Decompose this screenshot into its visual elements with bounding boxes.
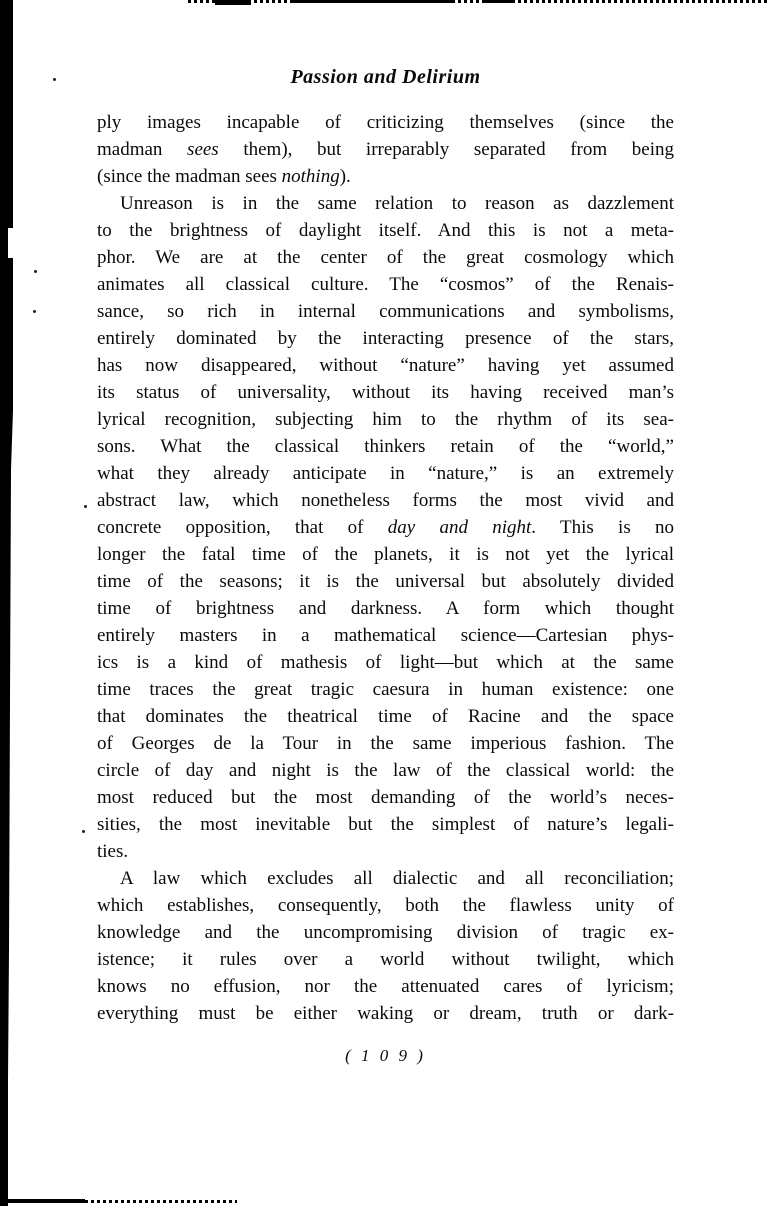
text-line xyxy=(97,757,674,784)
text-segment: madman xyxy=(97,139,188,160)
text-segment: its status of universality, without its having received man’s xyxy=(97,382,674,403)
text-line xyxy=(97,946,674,973)
text-segment: istence; it rules over a world without twilight, which xyxy=(97,949,674,970)
text-segment: them), but irreparably separated from being xyxy=(218,139,674,160)
scan-left-edge-notch xyxy=(8,228,14,258)
body-text xyxy=(97,109,674,1027)
scan-top-dashes xyxy=(188,0,770,3)
text-line xyxy=(97,406,674,433)
text-segment: Unreason is in the same relation to reason as dazzlement xyxy=(120,193,674,214)
text-line xyxy=(97,352,674,379)
text-line xyxy=(97,568,674,595)
text-segment: concrete opposition, that of xyxy=(97,517,388,538)
text-line xyxy=(97,865,674,892)
scan-bottom-solid-segment xyxy=(0,1199,85,1203)
text-segment: ply images incapable of criticizing themselves (since the xyxy=(97,112,674,133)
text-segment: most reduced but the most demanding of the world’s neces- xyxy=(97,787,674,808)
text-line xyxy=(97,649,674,676)
text-segment: ). xyxy=(339,166,351,187)
scan-noise-dot xyxy=(34,270,37,273)
text-line xyxy=(97,838,674,865)
text-segment: ties. xyxy=(97,841,129,862)
text-segment: sons. What the classical thinkers retain of the “world,” xyxy=(97,436,674,457)
text-line xyxy=(97,730,674,757)
text-line xyxy=(97,217,674,244)
text-line xyxy=(97,1000,674,1027)
text-line xyxy=(97,271,674,298)
text-segment: has now disappeared, without “nature” having yet assumed xyxy=(97,355,674,376)
text-segment: sities, the most inevitable but the simplest of nature’s legali- xyxy=(97,814,674,835)
text-line xyxy=(97,892,674,919)
text-line xyxy=(97,784,674,811)
italic-text-segment: day and night xyxy=(387,517,532,538)
text-segment: . This is no xyxy=(531,517,674,538)
text-line xyxy=(97,379,674,406)
italic-text-segment: nothing xyxy=(281,166,340,187)
text-segment: entirely dominated by the interacting presence of the stars, xyxy=(97,328,674,349)
text-line xyxy=(97,703,674,730)
text-segment: what they already anticipate in “nature,” is an extremely xyxy=(97,463,674,484)
text-line xyxy=(97,163,674,190)
text-line xyxy=(97,325,674,352)
text-line xyxy=(97,244,674,271)
scan-top-solid-segment xyxy=(485,0,515,3)
scan-left-edge-bar xyxy=(0,0,14,1206)
text-line xyxy=(97,676,674,703)
text-segment: lyrical recognition, subjecting him to the rhythm of its sea- xyxy=(97,409,674,430)
scan-top-solid-segment xyxy=(215,0,251,5)
text-line xyxy=(97,487,674,514)
scan-noise-dot xyxy=(53,78,56,81)
text-segment: ics is a kind of mathesis of light—but which at the same xyxy=(97,652,674,673)
text-line xyxy=(97,973,674,1000)
text-line xyxy=(97,811,674,838)
text-line xyxy=(97,595,674,622)
text-segment: sance, so rich in internal communications and symbolisms, xyxy=(97,301,674,322)
text-line xyxy=(97,190,674,217)
text-line xyxy=(97,109,674,136)
scan-noise-dot xyxy=(33,310,36,313)
scan-top-edge-line xyxy=(188,0,770,6)
text-line xyxy=(97,460,674,487)
text-segment: time traces the great tragic caesura in human existence: one xyxy=(97,679,674,700)
text-segment: time of brightness and darkness. A form which thought xyxy=(97,598,674,619)
text-line xyxy=(97,514,674,541)
text-segment: longer the fatal time of the planets, it is not yet the lyrical xyxy=(97,544,674,565)
scan-noise-dot xyxy=(84,505,87,508)
text-segment: animates all classical culture. The “cosmos” of the Renais- xyxy=(97,274,674,295)
text-segment: knowledge and the uncompromising division of tragic ex- xyxy=(97,922,674,943)
text-line xyxy=(97,433,674,460)
text-segment: entirely masters in a mathematical science—Cartesian phys- xyxy=(97,625,674,646)
scan-top-solid-segment xyxy=(290,0,452,3)
text-line xyxy=(97,622,674,649)
text-segment: that dominates the theatrical time of Racine and the space xyxy=(97,706,674,727)
text-segment: everything must be either waking or dream, truth or dark- xyxy=(97,1003,674,1024)
text-segment: (since the madman sees xyxy=(97,166,282,187)
text-segment: to the brightness of daylight itself. And this is not a meta- xyxy=(97,220,674,241)
text-line xyxy=(97,298,674,325)
text-line xyxy=(97,919,674,946)
text-segment: of Georges de la Tour in the same imperious fashion. The xyxy=(97,733,674,754)
text-segment: knows no effusion, nor the attenuated cares of lyricism; xyxy=(97,976,674,997)
scan-noise-dot xyxy=(82,830,85,833)
text-segment: time of the seasons; it is the universal but absolutely divided xyxy=(97,571,674,592)
text-segment: circle of day and night is the law of the classical world: the xyxy=(97,760,674,781)
text-segment: which establishes, consequently, both the flawless unity of xyxy=(97,895,674,916)
scan-bottom-edge-line xyxy=(0,1199,240,1205)
page-number: ( 1 0 9 ) xyxy=(345,1046,426,1065)
scan-bottom-dots xyxy=(85,1200,237,1203)
text-line xyxy=(97,136,674,163)
text-segment: abstract law, which nonetheless forms the most vivid and xyxy=(97,490,674,511)
text-line xyxy=(97,541,674,568)
italic-text-segment: sees xyxy=(187,139,219,160)
running-head: Passion and Delirium xyxy=(290,66,481,88)
text-segment: phor. We are at the center of the great cosmology which xyxy=(97,247,674,268)
text-segment: A law which excludes all dialectic and all reconciliation; xyxy=(120,868,674,889)
